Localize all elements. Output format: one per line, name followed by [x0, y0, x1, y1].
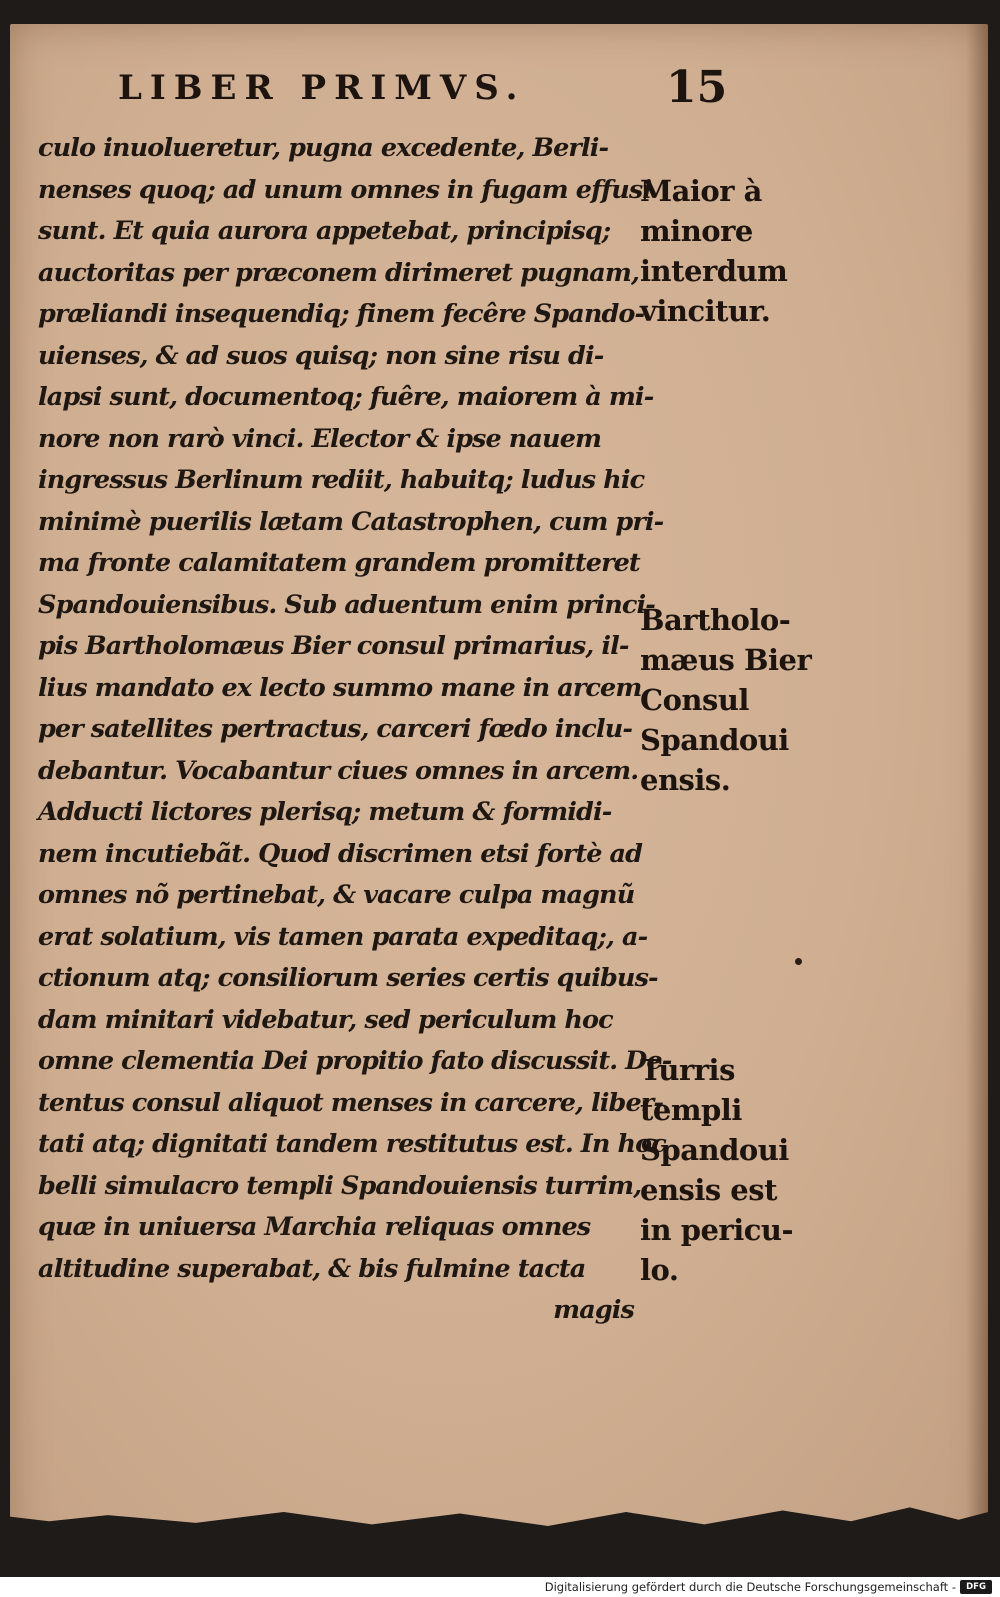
note-line: Maior à [640, 174, 762, 208]
note-line: in pericu- [640, 1213, 793, 1247]
funding-credit: Digitalisierung gefördert durch die Deutsche Forschungsgemeinschaft - [544, 1580, 956, 1594]
note-line: ensis. [640, 763, 731, 797]
dfg-logo: DFG [960, 1580, 992, 1594]
text-line: culo inuolueretur, pugna excedente, Berli- [38, 133, 609, 163]
text-line: tentus consul aliquot menses in carcere, liber- [38, 1087, 664, 1118]
text-line: nem incutiebãt. Quod discrimen etsi fortè ad [38, 838, 643, 869]
page-number: 15 [666, 62, 728, 113]
text-line: quæ in uniuersa Marchia reliquas omnes [38, 1212, 591, 1242]
ink-speck [795, 958, 802, 965]
note-line: Consul [640, 683, 749, 717]
note-line: templi [640, 1093, 742, 1127]
text-line: sunt. Et quia aurora appetebat, principisq; [38, 216, 611, 246]
text-line: erat solatium, vis tamen parata expeditaq;, a- [38, 921, 648, 952]
text-line: dam minitari videbatur, sed periculum hoc [38, 1004, 613, 1035]
text-line: per satellites pertractus, carceri fœdo inclu- [38, 714, 633, 744]
note-line: interdum [640, 254, 788, 288]
text-line: pis Bartholomæus Bier consul primarius, il- [38, 631, 629, 661]
text-line: nenses quoq; ad unum omnes in fugam effusi [38, 174, 652, 205]
page-edge-shadow [966, 24, 988, 1574]
text-line: minimè puerilis lætam Catastrophen, cum pri- [38, 506, 664, 537]
note-line: minore [640, 214, 753, 248]
main-text-block [38, 128, 672, 1332]
text-line: omnes nõ pertinebat, & vacare culpa magnũ [38, 880, 635, 910]
running-head: LIBER PRIMVS. [118, 68, 526, 108]
note-line: Spandoui [640, 1133, 789, 1167]
text-line: uienses, & ad suos quisq; non sine risu di- [38, 340, 604, 371]
text-line: Spandouiensibus. Sub aduentum enim princi- [38, 589, 655, 620]
note-line: lo. [640, 1253, 679, 1287]
text-line: ma fronte calamitatem grandem promitteret [38, 548, 640, 578]
text-line: tati atq; dignitati tandem restitutus est. In hoc [38, 1129, 666, 1159]
catchword: magis [553, 1295, 634, 1325]
note-line: mæus Bier [640, 643, 812, 677]
text-line: belli simulacro templi Spandouiensis turrim, [38, 1170, 642, 1201]
text-line: lapsi sunt, documentoq; fuêre, maiorem à mi- [38, 382, 654, 412]
note-line: Spandoui [640, 723, 789, 757]
text-line: nore non rarò vinci. Elector & ipse nauem [38, 423, 602, 454]
text-line: altitudine superabat, & bis fulmine tacta [38, 1253, 586, 1284]
text-line: lius mandato ex lecto summo mane in arcem [38, 672, 642, 703]
note-line: vincitur. [640, 294, 771, 328]
note-line: Bartholo- [640, 603, 791, 637]
text-line: præliandi insequendiq; finem fecêre Spando- [38, 299, 645, 329]
text-line: debantur. Vocabantur ciues omnes in arcem. [38, 755, 639, 786]
text-line: Adducti lictores plerisq; metum & formidi- [38, 797, 612, 827]
text-line: omne clementia Dei propitio fato discussit. De- [38, 1046, 672, 1076]
marginal-note-turris [640, 1050, 793, 1290]
marginal-note-bartholomaeus [640, 600, 811, 800]
text-line: ctionum atq; consiliorum series certis quibus- [38, 963, 658, 993]
text-line: ingressus Berlinum rediit, habuitq; ludus hic [38, 465, 645, 495]
marginal-note-maior [640, 171, 787, 331]
text-line: auctoritas per præconem dirimeret pugnam, [38, 257, 639, 288]
note-line: ensis est [640, 1173, 777, 1207]
note-line: Turris [640, 1053, 735, 1087]
